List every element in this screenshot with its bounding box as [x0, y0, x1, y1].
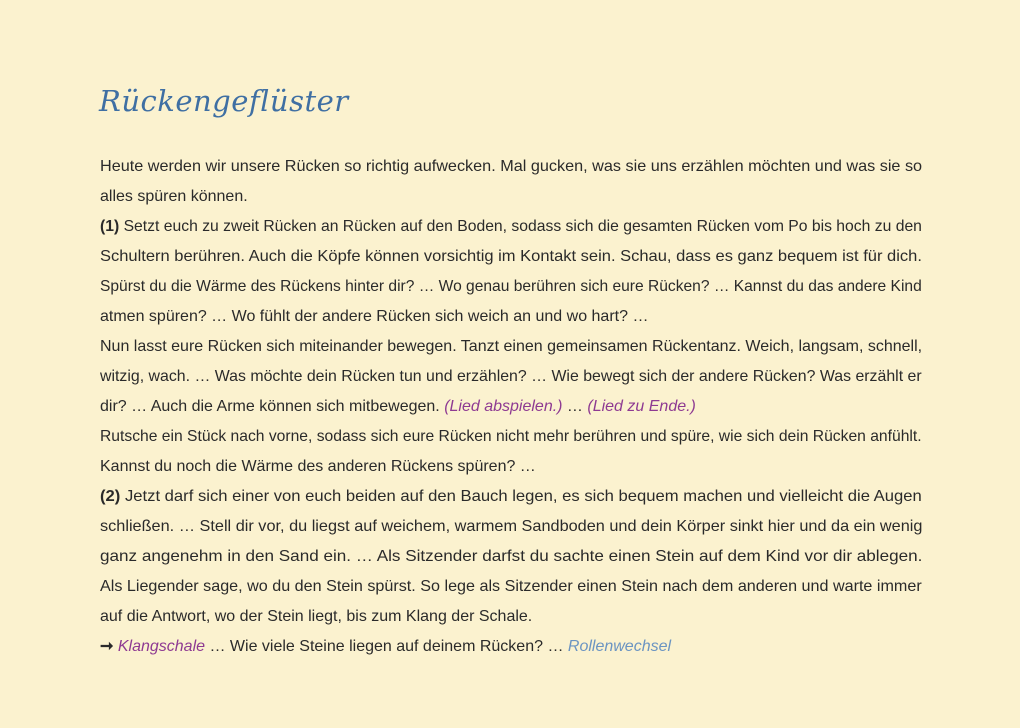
text-line: [100, 542, 979, 572]
text-line-content: schließen. … Stell dir vor, du liegst auf weichem, warmem Sandboden und dein Körper sinkt hier und da ein wenig: [100, 518, 923, 535]
text-line-content: Setzt euch zu zweit Rücken an Rücken auf den Boden, sodass sich die gesamten Rücken vom Po bis hoch zu den: [119, 218, 922, 235]
text-line: [100, 242, 948, 272]
text-line-content: …: [562, 398, 588, 415]
text-line: [100, 302, 922, 332]
text-line-content: witzig, wach. … Was möchte dein Rücken tun und erzählen? … Wie bewegt sich der andere Rücken? Was erzählt er: [100, 368, 922, 385]
text-line-content: dir? … Auch die Arme können sich mitbewegen.: [100, 398, 445, 415]
text-line-content: Als Liegender sage, wo du den Stein spürst. So lege als Sitzender einen Stein nach dem anderen und warte immer: [100, 578, 922, 595]
text-line-content: Rutsche ein Stück nach vorne, sodass sich eure Rücken nicht mehr berühren und spüre, wie sich dein Rücken anfühlt.: [100, 428, 922, 445]
text-line: [100, 212, 922, 242]
text-line: [100, 452, 922, 482]
music-cue-end: (Lied zu Ende.): [587, 398, 696, 415]
text-line: [100, 422, 922, 452]
text-line: [100, 392, 922, 422]
text-line: [100, 632, 922, 662]
text-line-content: auf die Antwort, wo der Stein liegt, bis zum Klang der Schale.: [100, 608, 533, 625]
text-line-content: ganz angenehm in den Sand ein. … Als Sitzender darfst du sachte einen Stein auf dem Kind vor dir ablegen.: [100, 548, 923, 565]
text-line: [100, 332, 922, 362]
text-line-content: alles spüren können.: [100, 188, 248, 205]
role-switch-cue: Rollenwechsel: [567, 638, 672, 655]
text-line-content: Schultern berühren. Auch die Köpfe können vorsichtig im Kontakt sein. Schau, dass es ganz bequem ist für dich.: [100, 248, 922, 265]
step-number: (1): [100, 218, 120, 235]
step-number: (2): [100, 488, 121, 505]
arrow-icon: ➞: [100, 638, 114, 655]
text-line: [100, 482, 954, 512]
text-line-content: Heute werden wir unsere Rücken so richtig aufwecken. Mal gucken, was sie uns erzählen möchten und was sie so: [100, 158, 923, 175]
text-line: [100, 512, 936, 542]
page-title: Rückengeflüster: [99, 84, 349, 118]
text-line-content: atmen spüren? … Wo fühlt der andere Rücken sich weich an und wo hart? …: [100, 308, 649, 325]
music-cue-start: (Lied abspielen.): [444, 398, 563, 415]
text-line: [100, 602, 922, 632]
text-line-content: Kannst du noch die Wärme des anderen Rückens spüren? …: [100, 458, 536, 475]
text-line-content: Jetzt darf sich einer von euch beiden auf den Bauch legen, es sich bequem machen und vielleicht die Augen: [120, 488, 922, 505]
text-line-content: … Wie viele Steine liegen auf deinem Rücken? …: [205, 638, 568, 655]
text-line-content: Nun lasst eure Rücken sich miteinander bewegen. Tanzt einen gemeinsamen Rückentanz. Weich, langsam, schnell,: [100, 338, 923, 355]
text-line: [100, 182, 922, 212]
text-line: [100, 152, 933, 182]
text-line: [100, 272, 922, 302]
text-line-content: Spürst du die Wärme des Rückens hinter dir? … Wo genau berühren sich eure Rücken? … Kannst du das andere Kind: [100, 278, 922, 295]
text-line: [100, 572, 929, 602]
body-text: [100, 152, 922, 662]
sound-bowl-cue: Klangschale: [117, 638, 206, 655]
text-line: [100, 362, 922, 392]
